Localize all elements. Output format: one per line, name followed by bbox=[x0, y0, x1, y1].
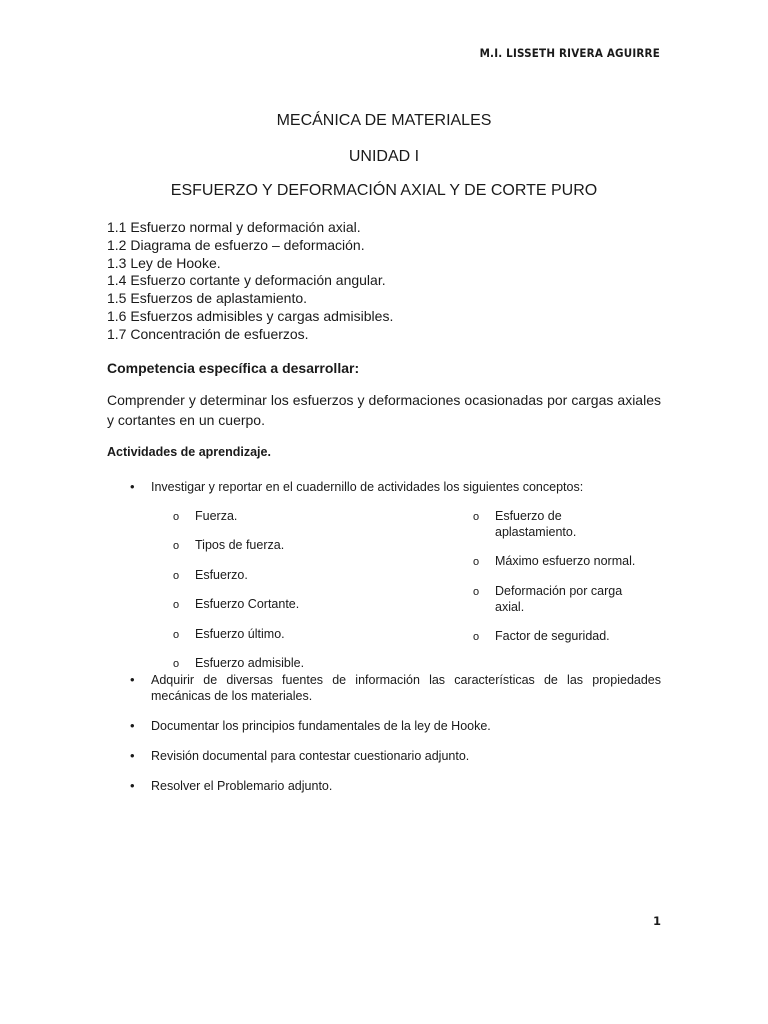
concept-item bbox=[473, 508, 663, 540]
concept-item bbox=[173, 537, 284, 553]
topics-list bbox=[107, 219, 393, 344]
circle-bullet-icon: o bbox=[173, 629, 180, 641]
circle-bullet-icon: o bbox=[173, 540, 180, 552]
unit-topic-title: ESFUERZO Y DEFORMACIÓN AXIAL Y DE CORTE PURO bbox=[170, 182, 598, 199]
circle-bullet-icon: o bbox=[473, 556, 480, 568]
concept-item bbox=[173, 596, 299, 612]
bullet-marker: • bbox=[130, 778, 135, 793]
bullet-marker: • bbox=[130, 672, 135, 687]
circle-bullet-icon: o bbox=[473, 586, 480, 598]
topic-item: 1.5 Esfuerzos de aplastamiento. bbox=[107, 290, 308, 307]
circle-bullet-icon: o bbox=[173, 570, 180, 582]
activity-item bbox=[130, 672, 661, 704]
activity-text: Investigar y reportar en el cuadernillo de actividades los siguientes conceptos: bbox=[151, 480, 584, 494]
competence-text: Comprender y determinar los esfuerzos y deformaciones ocasionadas por cargas axiales y cortantes en un cuerpo. bbox=[107, 392, 661, 428]
concept-text: Deformación por carga axial. bbox=[495, 584, 623, 614]
activity-text: Resolver el Problemario adjunto. bbox=[151, 779, 333, 793]
concept-text: Tipos de fuerza. bbox=[195, 538, 285, 552]
activity-item bbox=[130, 718, 661, 734]
circle-bullet-icon: o bbox=[173, 511, 180, 523]
activity-item bbox=[130, 479, 661, 495]
concept-item bbox=[173, 567, 248, 583]
concept-text: Factor de seguridad. bbox=[495, 629, 610, 643]
concept-text: Esfuerzo Cortante. bbox=[195, 597, 300, 611]
topic-item: 1.7 Concentración de esfuerzos. bbox=[107, 325, 309, 342]
header-author: M.I. LISSETH RIVERA AGUIRRE bbox=[479, 46, 660, 60]
document-title: MECÁNICA DE MATERIALES bbox=[276, 112, 492, 129]
activity-text: Documentar los principios fundamentales de la ley de Hooke. bbox=[151, 719, 491, 733]
topic-item: 1.1 Esfuerzo normal y deformación axial. bbox=[107, 219, 361, 235]
bullet-marker: • bbox=[130, 718, 135, 733]
topic-item: 1.3 Ley de Hooke. bbox=[107, 254, 221, 271]
concept-text: Esfuerzo último. bbox=[195, 627, 285, 641]
concept-item bbox=[173, 626, 285, 642]
concept-text: Esfuerzo. bbox=[195, 568, 248, 582]
activity-text: Revisión documental para contestar cuestionario adjunto. bbox=[151, 749, 470, 763]
activity-item bbox=[130, 778, 661, 794]
concept-item bbox=[473, 553, 663, 569]
concept-text: Fuerza. bbox=[195, 509, 238, 523]
circle-bullet-icon: o bbox=[173, 599, 180, 611]
activity-text: Adquirir de diversas fuentes de información las características de las propiedades mecánicas de los materiales. bbox=[151, 673, 661, 703]
competence-heading: Competencia específica a desarrollar: bbox=[107, 360, 360, 376]
concept-item bbox=[173, 655, 304, 671]
page-number: 1 bbox=[652, 914, 661, 928]
topic-item: 1.2 Diagrama de esfuerzo – deformación. bbox=[107, 236, 365, 253]
concept-text: Esfuerzo admisible. bbox=[195, 656, 305, 670]
bullet-marker: • bbox=[130, 479, 135, 494]
bullet-marker: • bbox=[130, 748, 135, 763]
concept-item bbox=[473, 628, 663, 644]
topic-item: 1.6 Esfuerzos admisibles y cargas admisibles. bbox=[107, 307, 394, 324]
concept-item bbox=[173, 508, 237, 524]
topic-item: 1.4 Esfuerzo cortante y deformación angular. bbox=[107, 272, 386, 289]
concept-text: Máximo esfuerzo normal. bbox=[495, 554, 636, 568]
concept-item bbox=[473, 583, 663, 615]
circle-bullet-icon: o bbox=[473, 631, 480, 643]
unit-title: UNIDAD I bbox=[348, 148, 420, 165]
activities-heading: Actividades de aprendizaje. bbox=[107, 445, 271, 459]
circle-bullet-icon: o bbox=[473, 511, 480, 523]
activity-item bbox=[130, 748, 661, 764]
circle-bullet-icon: o bbox=[173, 658, 180, 670]
concept-text: Esfuerzo de aplastamiento. bbox=[495, 509, 577, 539]
